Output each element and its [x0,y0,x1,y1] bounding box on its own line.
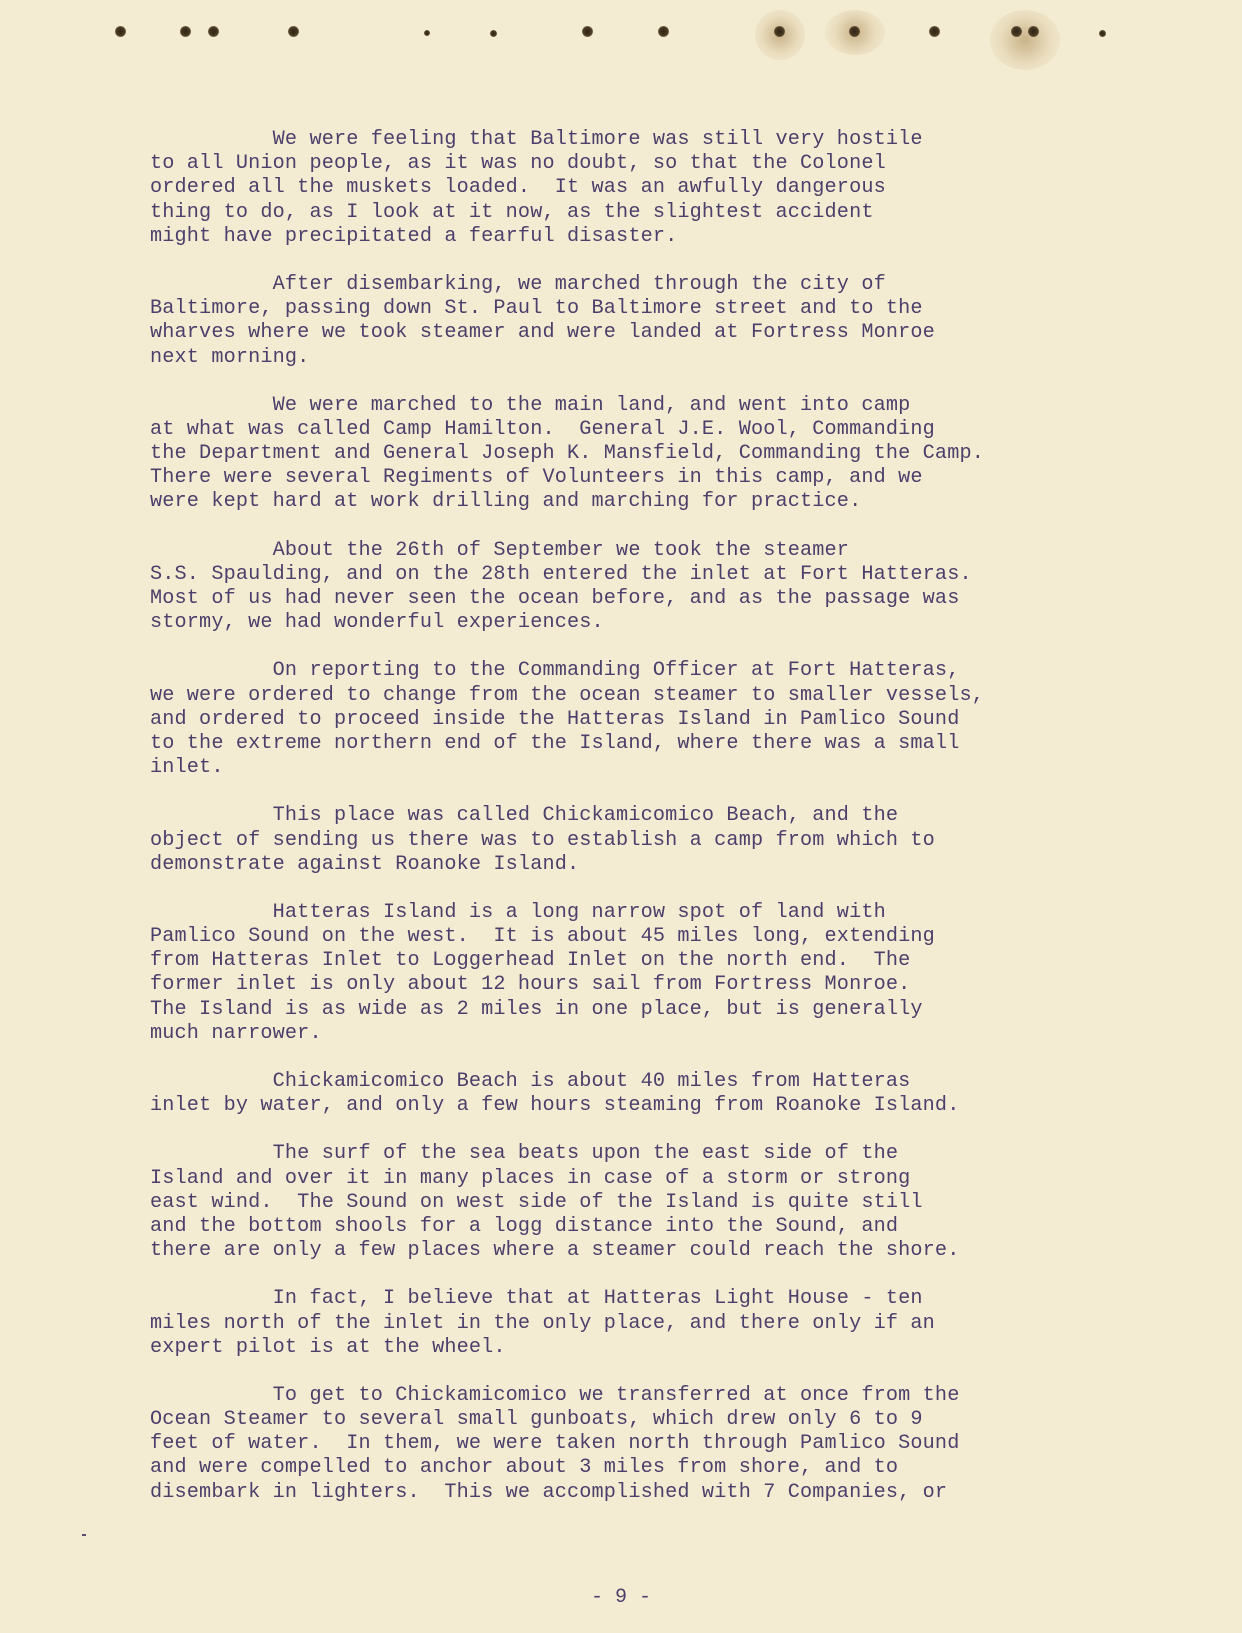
text-line: next morning. [150,345,310,369]
text-line: former inlet is only about 12 hours sail from Fortress Monroe. [150,973,911,997]
text-line: ordered all the muskets loaded. It was an awfully dangerous [150,176,886,200]
text-line: were kept hard at work drilling and marching for practice. [150,490,862,514]
text-line: We were feeling that Baltimore was still very hostile [150,128,923,151]
text-line: at what was called Camp Hamilton. General J.E. Wool, Commanding [150,417,935,441]
text-line: On reporting to the Commanding Officer at Fort Hatteras, [150,659,960,683]
punch-hole [582,26,593,37]
punch-hole [929,26,940,37]
punch-hole [180,26,191,37]
punch-hole [658,26,669,37]
text-line: Most of us had never seen the ocean before, and as the passage was [150,587,960,610]
punch-hole [490,30,497,37]
text-line: demonstrate against Roanoke Island. [150,852,580,876]
punch-hole [1028,26,1039,37]
paragraph [150,273,1170,370]
text-line: to all Union people, as it was no doubt, so that the Colonel [150,152,886,176]
text-line: disembark in lighters. This we accomplished with 7 Companies, or [150,1480,948,1504]
text-line: After disembarking, we marched through the city of [150,272,886,296]
paragraph [150,1384,1170,1505]
text-line: stormy, we had wonderful experiences. [150,611,604,635]
text-line: There were several Regiments of Volunteers in this camp, and we [150,466,923,490]
text-line: much narrower. [150,1021,322,1045]
text-line: east wind. The Sound on west side of the Island is quite still [150,1190,923,1214]
paragraph [150,539,1170,636]
text-line: We were marched to the main land, and went into camp [150,393,911,417]
text-line: there are only a few places where a steamer could reach the shore. [150,1239,960,1263]
punch-hole [115,26,126,37]
text-line: Island and over it in many places in case of a storm or strong [150,1166,911,1190]
paragraph [150,804,1170,877]
paragraph [150,128,1170,249]
paragraph [150,901,1170,1046]
text-line: Ocean Steamer to several small gunboats, which drew only 6 to 9 [150,1408,923,1432]
text-line: inlet by water, and only a few hours steaming from Roanoke Island. [150,1094,960,1118]
text-line: Chickamicomico Beach is about 40 miles from Hatteras [150,1070,911,1093]
margin-mark [82,1534,86,1536]
typewritten-body [150,128,1170,1529]
punch-hole [208,26,219,37]
text-line: might have precipitated a fearful disaster. [150,224,678,248]
punch-hole [774,26,785,37]
text-line: and the bottom shools for a logg distance into the Sound, and [150,1214,899,1238]
text-line: The surf of the sea beats upon the east side of the [150,1142,899,1166]
page-number: - 9 - [590,1586,651,1609]
text-line: we were ordered to change from the ocean steamer to smaller vessels, [150,683,984,707]
paragraph [150,394,1170,515]
text-line: This place was called Chickamicomico Beach, and the [150,804,899,828]
text-line: thing to do, as I look at it now, as the slightest accident [150,200,874,224]
text-line: and ordered to proceed inside the Hatteras Island in Pamlico Sound [150,707,960,731]
paragraph [150,1142,1170,1263]
text-line: S.S. Spaulding, and on the 28th entered the inlet at Fort Hatteras. [150,562,972,586]
text-line: Pamlico Sound on the west. It is about 45 miles long, extending [150,925,935,949]
text-line: Baltimore, passing down St. Paul to Baltimore street and to the [150,297,923,321]
text-line: The Island is as wide as 2 miles in one place, but is generally [150,997,923,1021]
text-line: In fact, I believe that at Hatteras Light House - ten [150,1287,923,1311]
text-line: expert pilot is at the wheel. [150,1335,506,1359]
text-line: Hatteras Island is a long narrow spot of land with [150,900,886,924]
punch-hole [1099,30,1106,37]
text-line: wharves where we took steamer and were landed at Fortress Monroe [150,321,935,345]
binding-holes-strip [0,0,1242,70]
punch-hole [288,26,299,37]
text-line: miles north of the inlet in the only place, and there only if an [150,1311,935,1335]
paragraph [150,1287,1170,1360]
paragraph [150,1070,1170,1118]
text-line: from Hatteras Inlet to Loggerhead Inlet on the north end. The [150,949,911,973]
text-line: object of sending us there was to establish a camp from which to [150,828,935,852]
paragraph [150,659,1170,780]
text-line: the Department and General Joseph K. Mansfield, Commanding the Camp. [150,442,984,466]
text-line: to the extreme northern end of the Island, where there was a small [150,731,960,755]
text-line: To get to Chickamicomico we transferred at once from the [150,1383,960,1407]
text-line: inlet. [150,756,224,780]
punch-hole [849,26,860,37]
water-stain [990,10,1060,70]
punch-hole [1011,26,1022,37]
text-line: About the 26th of September we took the steamer [150,538,850,562]
text-line: feet of water. In them, we were taken north through Pamlico Sound [150,1432,960,1456]
punch-hole [424,30,430,36]
text-line: and were compelled to anchor about 3 miles from shore, and to [150,1456,899,1480]
